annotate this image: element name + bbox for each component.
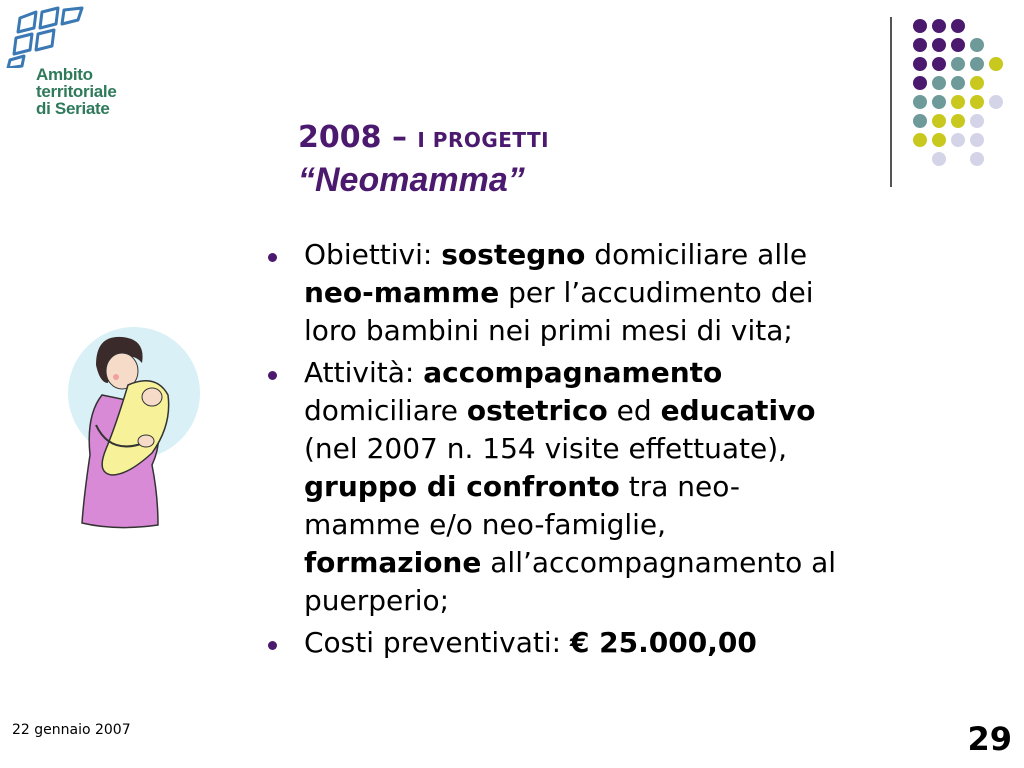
text-segment: Attività:	[304, 356, 424, 389]
bullet-item	[268, 236, 988, 350]
decorative-dot-grid	[908, 16, 1018, 176]
text-segment: ed	[607, 394, 661, 427]
decor-dot	[951, 76, 965, 90]
text-segment: all’accompagnamento al	[481, 546, 837, 579]
mother-with-baby-illustration	[66, 325, 206, 535]
decor-dot	[913, 76, 927, 90]
bullet-line	[304, 354, 988, 392]
bold-text: € 25.000,00	[569, 626, 757, 659]
decor-dot	[970, 114, 984, 128]
bold-text: educativo	[660, 394, 816, 427]
logo-line-2: territoriale	[36, 82, 117, 101]
text-segment: puerperio;	[304, 584, 450, 617]
footer-date: 22 gennaio 2007	[12, 722, 131, 738]
title-label: I PROGETTI	[417, 128, 550, 152]
text-segment: domiciliare alle	[585, 238, 808, 271]
logo-mark-icon	[6, 6, 86, 68]
bold-text: accompagnamento	[423, 356, 723, 389]
decor-dot	[932, 57, 946, 71]
decor-dot	[970, 152, 984, 166]
decor-dot	[989, 57, 1003, 71]
decor-dot	[932, 76, 946, 90]
decor-dot	[932, 38, 946, 52]
decor-dot	[932, 114, 946, 128]
bold-text: ostetrico	[466, 394, 608, 427]
decor-dot	[951, 57, 965, 71]
title-dash: –	[381, 120, 418, 155]
bullet-line	[304, 312, 988, 350]
text-segment: Obiettivi:	[304, 238, 442, 271]
text-segment: Costi preventivati:	[304, 626, 570, 659]
text-segment: tra neo-	[619, 470, 740, 503]
logo-line-3: di Seriate	[36, 99, 110, 118]
bold-text: sostegno	[441, 238, 586, 271]
decor-dot	[913, 38, 927, 52]
decor-dot	[913, 95, 927, 109]
bold-text: neo-mamme	[304, 276, 500, 309]
decor-dot	[913, 57, 927, 71]
bullet-line	[304, 506, 988, 544]
decor-dot	[970, 76, 984, 90]
title-subtitle: “Neomamma”	[298, 161, 525, 199]
bullet-line	[304, 236, 988, 274]
bold-text: gruppo di confronto	[304, 470, 620, 503]
bullet-line	[304, 392, 988, 430]
page-number: 29	[967, 720, 1012, 758]
decor-dot	[932, 95, 946, 109]
decor-dot	[951, 38, 965, 52]
decor-dot	[951, 95, 965, 109]
bullet-line	[304, 430, 988, 468]
decor-dot	[989, 95, 1003, 109]
logo-line-1: Ambito	[36, 65, 93, 84]
slide-title	[298, 118, 858, 200]
decor-dot	[970, 95, 984, 109]
text-segment: (nel 2007 n. 154 visite effettuate),	[304, 432, 788, 465]
bullet-dot-icon	[268, 641, 277, 650]
decor-dot	[932, 152, 946, 166]
decor-dot	[970, 38, 984, 52]
bullet-line	[304, 624, 988, 662]
logo-text	[36, 66, 117, 117]
decor-dot	[970, 57, 984, 71]
bold-text: formazione	[304, 546, 482, 579]
decor-dot	[951, 19, 965, 33]
text-segment: loro bambini nei primi mesi di vita;	[304, 314, 793, 347]
decor-dot	[913, 133, 927, 147]
bullet-list	[268, 236, 988, 662]
bullet-dot-icon	[268, 371, 277, 380]
decor-dot	[913, 19, 927, 33]
bullet-line	[304, 544, 988, 582]
title-line	[298, 118, 858, 160]
decor-dot	[951, 133, 965, 147]
decor-dot	[932, 133, 946, 147]
text-segment: mamme e/o neo-famiglie,	[304, 508, 667, 541]
bullet-line	[304, 468, 988, 506]
decor-dot	[970, 133, 984, 147]
decor-dot	[951, 114, 965, 128]
bullet-item	[268, 624, 988, 662]
vertical-divider	[890, 17, 892, 187]
bullet-dot-icon	[268, 253, 277, 262]
text-segment: domiciliare	[304, 394, 467, 427]
bullet-line	[304, 274, 988, 312]
decor-dot	[913, 114, 927, 128]
decor-dot	[932, 19, 946, 33]
ambito-logo	[6, 6, 156, 121]
bullet-item	[268, 354, 988, 620]
bullet-line	[304, 582, 988, 620]
title-year: 2008	[298, 120, 382, 155]
text-segment: per l’accudimento dei	[499, 276, 814, 309]
